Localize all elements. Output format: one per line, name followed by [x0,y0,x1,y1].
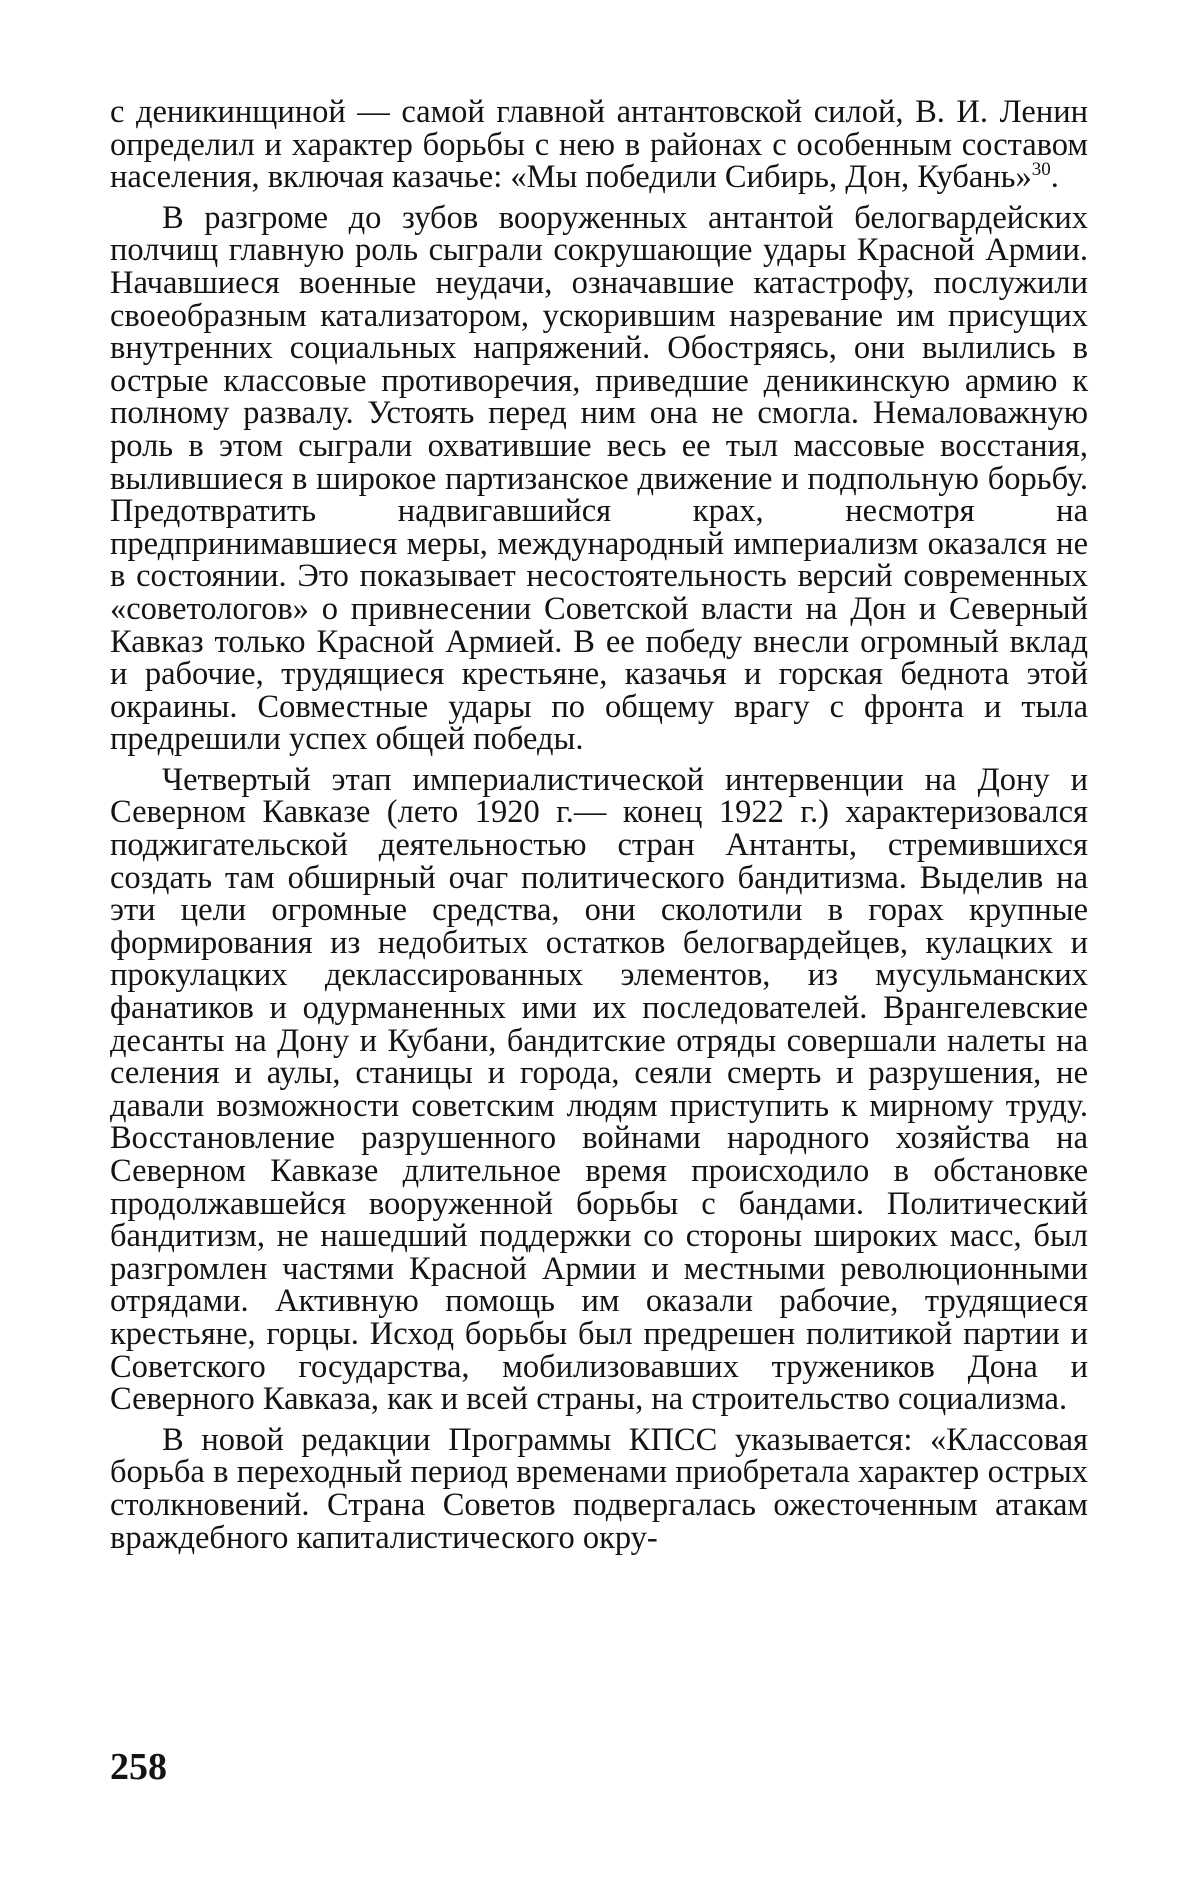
page-number: 258 [110,1746,167,1788]
paragraph-2: В разгроме до зубов вооруженных антантой белогвардейских полчищ главную роль сыграли сокрушающие удары Красной Армии. Начавшиеся военные неудачи, означавшие катастрофу, послужили своеобразным катализатором, ускорившим назревание им присущих внутренних социальных напряжений. Обостряясь, они вылились в острые классовые противоречия, приведшие деникинскую армию к полному развалу. Устоять перед ним она не смогла. Немаловажную роль в этом сыграли охватившие весь ее тыл массовые восстания, вылившиеся в широкое партизанское движение и подпольную борьбу. Предотвратить надвигавшийся крах, несмотря на предпринимавшиеся меры, международный империализм оказался не в состоянии. Это показывает несостоятельность версий современных «советологов» о привнесении Советской власти на Дон и Северный Кавказ только Красной Армией. В ее победу внесли огромный вклад и рабочие, трудящиеся крестьяне, казачья и горская беднота этой окраины. Совместные удары по общему врагу с фронта и тыла предрешили успех общей победы. [110,199,1088,758]
page-body [110,96,1088,1554]
paragraph-4: В новой редакции Программы КПСС указывается: «Классовая борьба в переходный период временами приобретала характер острых столкновений. Страна Советов подвергалась ожесточенным атакам враждебного капиталистического окру- [110,1421,1088,1556]
paragraph-1 [110,96,1088,194]
paragraph-3: Четвертый этап империалистической интервенции на Дону и Северном Кавказе (лето 1920 г.— конец 1922 г.) характеризовался поджигательской деятельностью стран Антанты, стремившихся создать там обширный очаг политического бандитизма. Выделив на эти цели огромные средства, они сколотили в горах крупные формирования из недобитых остатков белогвардейцев, кулацких и прокулацких деклассированных элементов, из мусульманских фанатиков и одурманенных ими их последователей. Врангелевские десанты на Дону и Кубани, бандитские отряды совершали налеты на селения и аулы, станицы и города, сеяли смерть и разрушения, не давали возможности советским людям приступить к мирному труду. Восстановление разрушенного войнами народного хозяйства на Северном Кавказе длительное время происходило в обстановке продолжавшейся вооруженной борьбы с бандами. Политический бандитизм, не нашедший поддержки со стороны широких масс, был разгромлен частями Красной Армии и местными революционными отрядами. Активную помощь им оказали рабочие, трудящиеся крестьяне, горцы. Исход борьбы был предрешен политикой партии и Советского государства, мобилизовавших тружеников Дона и Северного Кавказа, как и всей страны, на строительство социализма. [110,761,1088,1418]
paragraph-1-text: с деникинщиной — самой главной антантовской силой, В. И. Ленин определил и характер борьбы с нею в районах с особенным составом населения, включая казачье: «Мы победили Сибирь, Дон, Кубань» [110,94,1088,196]
paragraph-1-tail: . [1050,159,1059,196]
footnote-marker: 30 [1031,159,1051,181]
